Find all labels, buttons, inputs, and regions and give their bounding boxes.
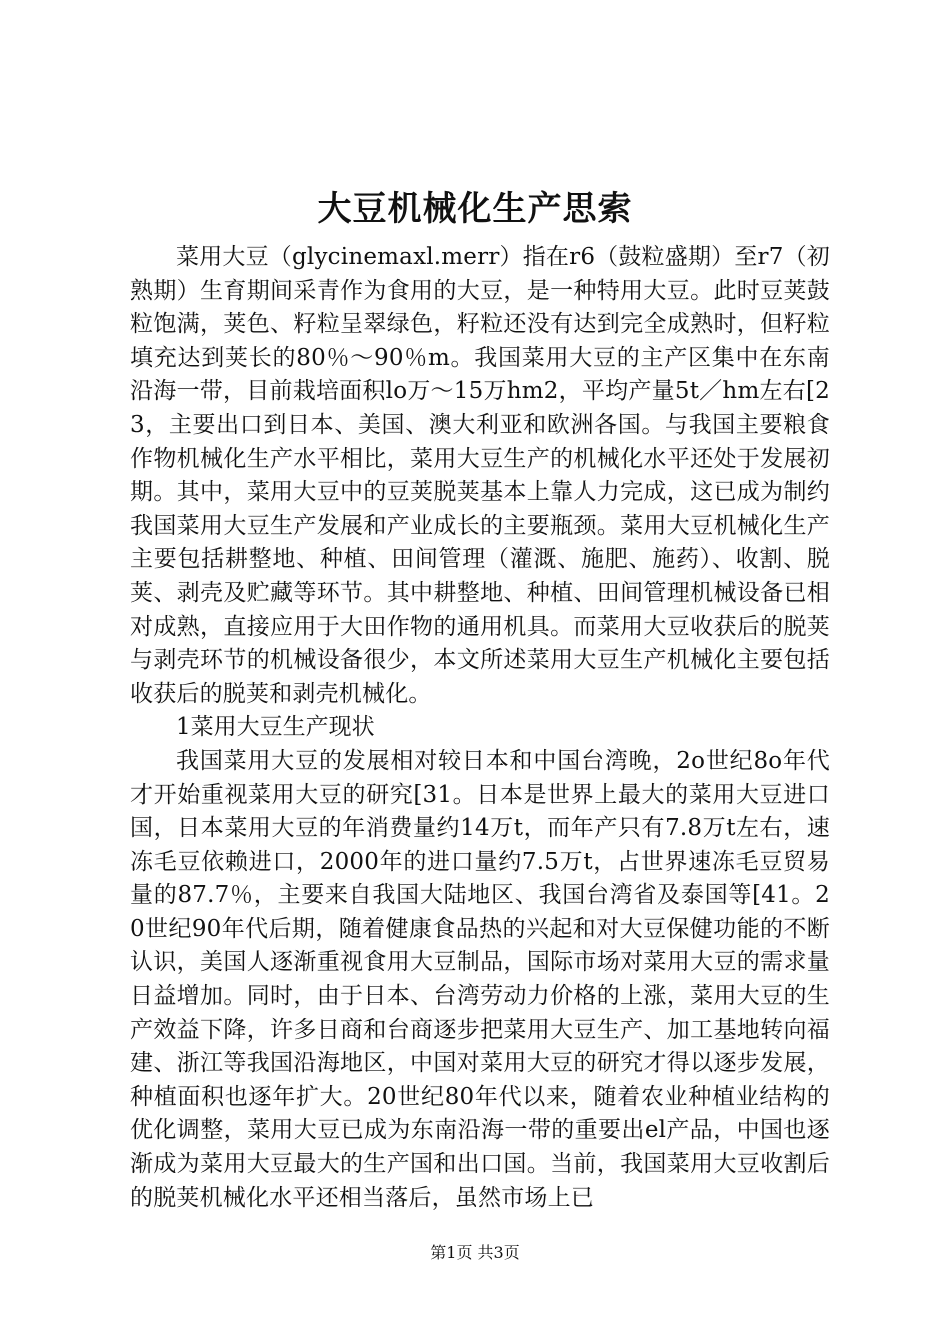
document-body <box>130 241 830 1215</box>
page-footer <box>0 1243 950 1263</box>
page-number-indicator: 第1页 共3页 <box>430 1243 520 1262</box>
section-heading: 1菜用大豆生产现状 <box>176 714 375 741</box>
paragraph-status: 我国菜用大豆的发展相对较日本和中国台湾晚，2o世纪8o年代才开始重视菜用大豆的研究[31。日本是世界上最大的菜用大豆进口国，日本菜用大豆的年消费量约14万t，而年产只有7.8万t左右，速冻毛豆依赖进口，2000年的进口量约7.5万t，占世界速冻毛豆贸易量的87.7％，主要来自我国大陆地区、我国台湾省及泰国等[41。20世纪90年代后期，随着健康食品热的兴起和对大豆保健功能的不断认识，美国人逐渐重视食用大豆制品，国际市场对菜用大豆的需求量日益增加。同时，由于日本、台湾劳动力价格的上涨，菜用大豆的生产效益下降，许多日商和台商逐步把菜用大豆生产、加工基地转向福建、浙江等我国沿海地区，中国对菜用大豆的研究才得以逐步发展，种植面积也逐年扩大。20世纪80年代以来，随着农业种植业结构的优化调整，菜用大豆已成为东南沿海一带的重要出el产品，中国也逐渐成为菜用大豆最大的生产国和出口国。当前，我国菜用大豆收割后的脱荚机械化水平还相当落后，虽然市场上已 <box>130 747 830 1211</box>
paragraph-intro: 菜用大豆（glycinemaxl.merr）指在r6（鼓粒盛期）至r7（初熟期）生育期间采青作为食用的大豆，是一种特用大豆。此时豆荚鼓粒饱满，荚色、籽粒呈翠绿色，籽粒还没有达到完全成熟时，但籽粒填充达到荚长的80％～90％m。我国菜用大豆的主产区集中在东南沿海一带，目前栽培面积lo万～15万hm2，平均产量5t／hm左右[23，主要出口到日本、美国、澳大利亚和欧洲各国。与我国主要粮食作物机械化生产水平相比，菜用大豆生产的机械化水平还处于发展初期。其中，菜用大豆中的豆荚脱荚基本上靠人力完成，这已成为制约我国菜用大豆生产发展和产业成长的主要瓶颈。菜用大豆机械化生产主要包括耕整地、种植、田间管理（灌溉、施肥、施药）、收割、脱荚、剥壳及贮藏等环节。其中耕整地、种植、田间管理机械设备已相对成熟，直接应用于大田作物的通用机具。而菜用大豆收获后的脱荚与剥壳环节的机械设备很少，本文所述菜用大豆生产机械化主要包括收获后的脱荚和剥壳机械化。 <box>130 244 830 707</box>
document-title: 大豆机械化生产思索 <box>317 189 633 229</box>
